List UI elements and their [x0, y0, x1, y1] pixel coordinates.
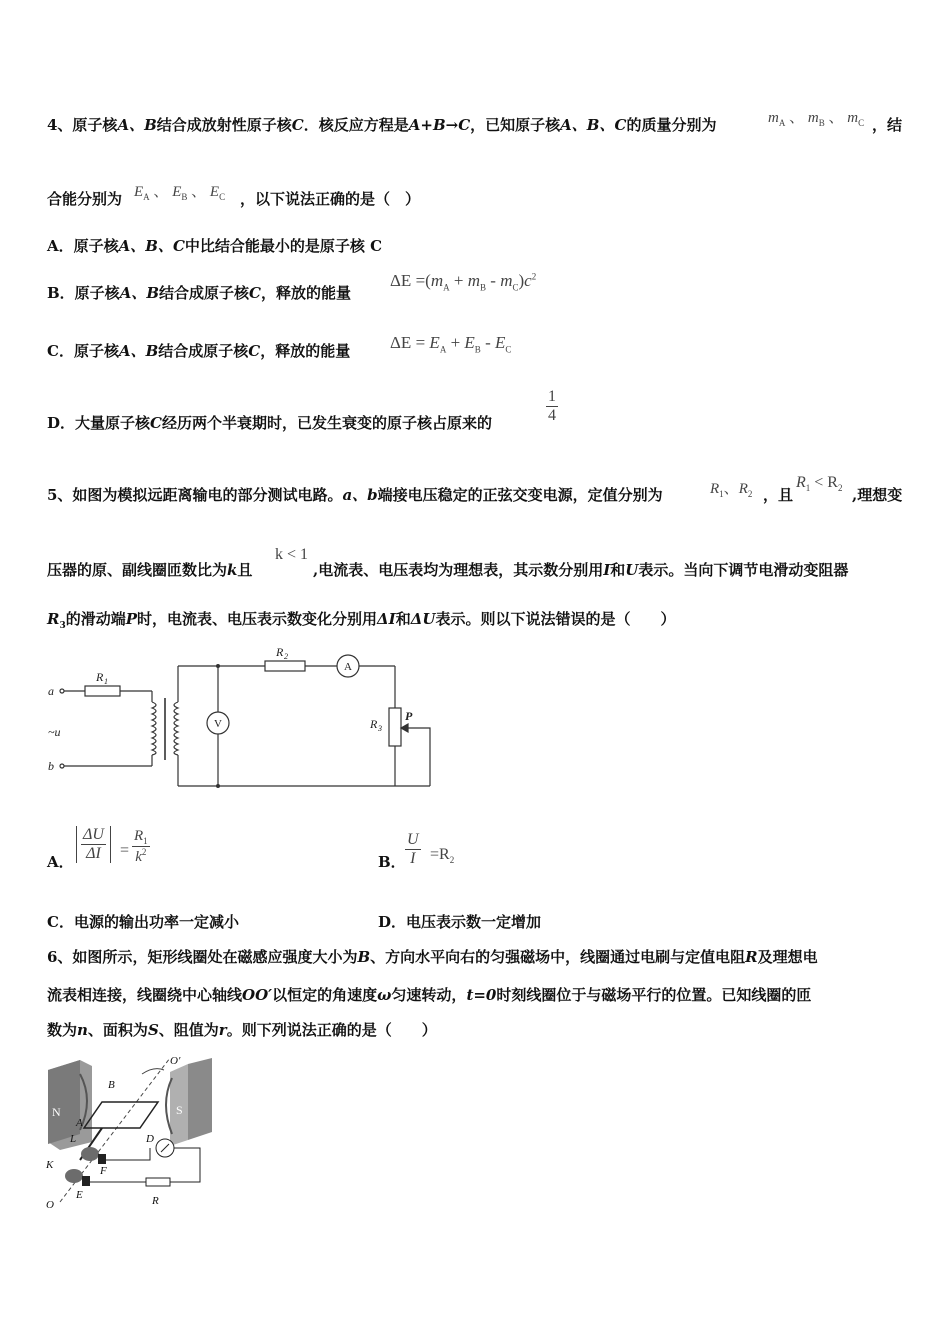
q4-energy-symbols	[134, 180, 225, 202]
text: C．原子核	[47, 342, 119, 360]
r: R	[710, 481, 720, 497]
q4-mass-symbols	[768, 106, 864, 128]
resistor-r2	[265, 661, 305, 671]
sub: 1	[143, 836, 148, 846]
text: 结合成放射性原子核	[156, 116, 292, 134]
q5-line2-rest	[313, 560, 848, 580]
text: ,理想变	[852, 486, 903, 504]
e-b: E	[172, 184, 182, 200]
q5-k-lt-1	[275, 546, 308, 564]
sym: OO′	[242, 986, 273, 1004]
sub: C	[512, 282, 519, 293]
e: E	[464, 333, 475, 352]
q4-option-d	[47, 413, 492, 433]
text: ,电流表、电压表均为理想表，其示数分别用	[313, 561, 604, 579]
q6-line2	[47, 985, 811, 1005]
m: m	[430, 271, 444, 290]
sym: R	[745, 948, 758, 966]
text: 、方向水平向右的匀强磁场中，线圈通过电刷与定值电阻	[370, 948, 746, 966]
sym: a、b	[342, 486, 378, 504]
sym: ΔU	[410, 610, 436, 628]
sub: A	[143, 192, 150, 202]
sym: ΔI	[377, 610, 396, 628]
label-r2: R	[276, 645, 284, 659]
q4-option-b	[47, 283, 351, 303]
lt-r: < R	[810, 474, 838, 491]
text: 且	[237, 561, 253, 579]
sym: t=0	[466, 986, 497, 1004]
label-d: D	[146, 1133, 154, 1145]
ammeter-label: A	[344, 661, 352, 673]
sub: B	[181, 192, 188, 202]
text: B．	[378, 853, 406, 871]
text: 及理想电	[757, 948, 818, 966]
text: 以恒定的角速度	[272, 986, 378, 1004]
sym: C	[248, 342, 261, 360]
q4-line1-end	[872, 115, 902, 135]
q4-option-d-fraction	[546, 388, 558, 425]
q6-line3	[47, 1020, 437, 1040]
brush-e	[82, 1176, 90, 1186]
q5-and	[763, 485, 793, 505]
text: 结合成原子核	[159, 284, 250, 302]
q5-option-a-label	[47, 852, 74, 872]
text: ，已知原子核	[470, 116, 561, 134]
q4-line2	[47, 189, 122, 209]
sym: A、B、C	[560, 116, 627, 134]
q4-line2-end	[240, 189, 420, 209]
brush-f	[98, 1154, 106, 1164]
sub: A	[778, 118, 786, 128]
sub: 1	[719, 489, 724, 499]
numerator: ΔU	[83, 826, 104, 843]
minus: -	[480, 333, 495, 352]
sym: S	[147, 1021, 159, 1039]
q5-option-a-abs	[76, 826, 111, 863]
e: E	[494, 333, 506, 352]
sym: A、B	[117, 116, 157, 134]
label-o: O	[46, 1199, 54, 1211]
text: 。则下列说法正确的是（ ）	[226, 1021, 437, 1039]
sym: R	[47, 610, 60, 628]
label-e: E	[76, 1189, 83, 1201]
text: 、面积为	[87, 1021, 148, 1039]
label-r: R	[152, 1195, 159, 1207]
q4-line1	[47, 115, 716, 135]
text: 数为	[47, 1021, 78, 1039]
sub: C	[219, 192, 226, 202]
resistor-r1	[85, 686, 120, 696]
q5-option-d	[378, 912, 541, 932]
delta-e: ΔE	[390, 271, 412, 290]
eq: =	[120, 842, 130, 859]
sub: 3	[59, 621, 66, 631]
sym: k	[227, 561, 238, 579]
m-a: m	[768, 110, 779, 126]
m: m	[500, 271, 513, 290]
primary-coil	[152, 702, 156, 755]
q5-option-a-eq	[120, 842, 129, 860]
eq-r: =R	[430, 846, 450, 863]
q4-option-c	[47, 341, 350, 361]
text: ，释放的能量	[260, 342, 351, 360]
sep: 、	[153, 184, 169, 200]
label-s: S	[176, 1103, 183, 1117]
r: R	[738, 481, 748, 497]
denominator: ΔI	[86, 845, 101, 862]
q5-r1-lt-r2	[796, 474, 842, 493]
text: 5、如图为模拟远距离输电的部分测试电路。	[47, 486, 343, 504]
label-a: a	[48, 684, 54, 698]
label-b: b	[48, 759, 54, 773]
eq: =	[411, 271, 426, 290]
q5-option-b-rhs	[430, 846, 454, 865]
q6-line1	[47, 947, 818, 967]
sym: I	[603, 561, 611, 579]
numerator: U	[407, 831, 419, 848]
voltmeter-label: V	[214, 718, 222, 730]
text: B．原子核	[47, 284, 120, 302]
label-p: P	[405, 709, 413, 723]
rectangular-coil	[84, 1102, 158, 1128]
sym: A、B、C	[118, 237, 185, 255]
sym: A、B	[119, 284, 160, 302]
sym: A、B	[118, 342, 159, 360]
rheostat-r3	[389, 708, 401, 746]
label-r3: R	[370, 717, 378, 731]
e-a: E	[134, 184, 144, 200]
sub: C	[505, 344, 512, 355]
label-r1-sub: 1	[104, 677, 108, 686]
label-l: L	[70, 1133, 77, 1145]
magnet-s	[188, 1058, 212, 1140]
text: D．电压表示数一定增加	[378, 913, 542, 931]
eq: =	[411, 333, 426, 352]
text: 流表相连接，线圈绕中心轴线	[47, 986, 243, 1004]
e: E	[429, 333, 440, 352]
label-k: K	[46, 1159, 54, 1171]
r: R	[796, 474, 806, 491]
text: 时刻线圈位于与磁场平行的位置。已知线圈的匝	[496, 986, 812, 1004]
plus: +	[446, 333, 465, 352]
secondary-coil	[174, 702, 178, 755]
sub: 2	[449, 855, 455, 866]
text: 、阻值为	[158, 1021, 219, 1039]
terminal-b	[60, 764, 64, 768]
sub: C	[858, 118, 865, 128]
sub: B	[474, 344, 481, 355]
text: ，且	[763, 486, 794, 504]
text: 表示。则以下说法错误的是（ ）	[435, 610, 676, 628]
sub: B	[818, 118, 825, 128]
label-r3-sub: 3	[378, 724, 382, 733]
q4-option-c-formula	[390, 333, 511, 354]
resistor-r	[146, 1178, 170, 1186]
q5-option-c	[47, 912, 239, 932]
q5-r1-r2	[710, 477, 752, 499]
sym: C	[291, 116, 304, 134]
q6-generator-diagram	[40, 1050, 225, 1215]
text: 端接电压稳定的正弦交变电源，定值分别为	[377, 486, 663, 504]
q5-line2	[47, 560, 252, 580]
text: 和	[610, 561, 626, 579]
q5-line1-end	[852, 485, 902, 505]
sym: C	[150, 414, 162, 432]
slip-ring-lower	[65, 1169, 83, 1183]
m: m	[467, 271, 480, 290]
k-lt-1: k < 1	[275, 546, 309, 563]
text: 的滑动端	[65, 610, 126, 628]
q5-option-b-label	[378, 852, 406, 872]
sub: B	[480, 282, 487, 293]
text: ，以下说法正确的是（ ）	[240, 190, 421, 208]
q5-circuit-diagram	[40, 640, 450, 800]
sep: 、	[789, 110, 805, 126]
text: 经历两个半衰期时，已发生衰变的原子核占原来的	[161, 414, 492, 432]
sym: P	[125, 610, 138, 628]
sym: B	[357, 948, 371, 966]
e-c: E	[209, 184, 220, 200]
text: C．电源的输出功率一定减小	[47, 913, 239, 931]
plus: +	[449, 271, 468, 290]
sub: 2	[747, 489, 753, 499]
q5-option-b-fraction	[405, 831, 421, 868]
r: R	[134, 828, 144, 844]
denominator: I	[410, 850, 416, 867]
minus: -	[486, 271, 501, 290]
sub: 2	[837, 483, 843, 494]
k: k	[135, 849, 142, 865]
sym: A+B→C	[408, 116, 471, 134]
text: 压器的原、副线圈匝数比为	[47, 561, 228, 579]
numerator: 1	[548, 388, 556, 405]
sub: A	[443, 282, 450, 293]
sep: 、	[723, 481, 739, 497]
text: A．	[47, 853, 74, 871]
label-a: A	[76, 1117, 83, 1129]
text: 匀速转动，	[391, 986, 467, 1004]
label-r2-sub: 2	[284, 652, 288, 661]
label-f: F	[100, 1165, 107, 1177]
q4-option-b-formula: $\Delta E =(m_A + m_B - m_C)c^2$	[390, 271, 537, 293]
sup: 2	[141, 847, 147, 857]
slip-ring-upper	[81, 1147, 99, 1161]
sep: 、	[828, 110, 844, 126]
sym: C	[249, 284, 261, 302]
text: A．原子核	[47, 237, 119, 255]
q4-option-a	[47, 236, 382, 256]
text: 结合成原子核	[158, 342, 249, 360]
label-r1: R	[96, 670, 104, 684]
text: 中比结合能最小的是原子核 C	[184, 237, 383, 255]
text: ，结	[872, 116, 903, 134]
sub: A	[439, 344, 447, 355]
delta-e: ΔE	[390, 333, 412, 352]
text: 和	[395, 610, 411, 628]
text: D．大量原子核	[47, 414, 151, 432]
text: ，释放的能量	[260, 284, 351, 302]
sup: 2	[531, 271, 537, 282]
q5-line1	[47, 485, 663, 505]
label-b: B	[108, 1079, 115, 1091]
q5-option-a-rhs	[132, 828, 150, 866]
m-c: m	[847, 110, 859, 126]
text: 6、如图所示，矩形线圈处在磁感应强度大小为	[47, 948, 358, 966]
sym: U	[625, 561, 639, 579]
text: 表示。当向下调节电滑动变阻器	[638, 561, 849, 579]
text: 4、原子核	[47, 116, 118, 134]
label-n: N	[52, 1105, 61, 1119]
label-u: ~u	[48, 725, 61, 739]
sym: ω	[377, 986, 392, 1004]
q5-line3	[47, 609, 675, 636]
terminal-a	[60, 689, 64, 693]
sep: 、	[191, 184, 207, 200]
slider-arrow	[401, 724, 408, 732]
label-o-prime: O′	[170, 1055, 181, 1067]
text: 的质量分别为	[626, 116, 717, 134]
delta-ratio	[81, 826, 106, 863]
sym: n	[77, 1021, 88, 1039]
sub: 1	[805, 483, 811, 494]
denominator: 4	[548, 407, 556, 424]
sym: r	[218, 1021, 227, 1039]
text: 时，电流表、电压表示数变化分别用	[137, 610, 378, 628]
text: ．核反应方程是	[303, 116, 409, 134]
text: 合能分别为	[47, 190, 123, 208]
m-b: m	[807, 110, 819, 126]
